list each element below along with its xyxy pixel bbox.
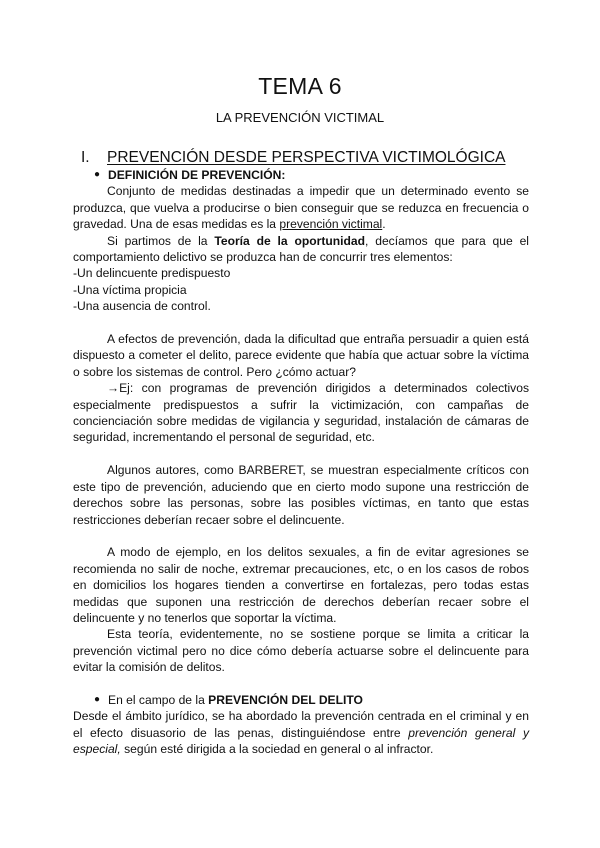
paragraph-text: Conjunto de medidas destinadas a impedir que un determinado evento se produzca, que vuelva a producirse o bien conseguir que se reduzca en frecuencia o gravedad. Una de esas medidas es la [73,184,529,232]
paragraph-definicion [73,183,529,232]
bold-term: PREVENCIÓN DEL DELITO [208,692,363,707]
bold-term: Teoría de la oportunidad [214,233,366,248]
paragraph-barberet: Algunos autores, como BARBERET, se muestran especialmente críticos con este tipo de prevención, aduciendo que en cierto modo supone una restricción de derechos sobre las personas, sobre las posibles víctimas, en tanto que estas restricciones deberían recaer sobre el delincuente. [73,463,529,527]
paragraph-modo-ejemplo: A modo de ejemplo, en los delitos sexuales, a fin de evitar agresiones se recomienda no salir de noche, extremar precauciones, etc, o en los casos de robos en domicilios los hogares tienden a convertirse en fortalezas, pero todas estas medidas que suponen una restricción de derechos deberían recaer sobre el delincuente y no tenerlos que soportar la víctima. [73,545,529,625]
paragraph-text: . [382,217,386,232]
bullet-prevencion-delito [73,692,529,708]
italic-term: prevención general y especial, [73,725,529,757]
bullet-definicion [73,167,529,183]
document-title: TEMA 6 [258,73,342,99]
bullet-definicion-text: DEFINICIÓN DE PREVENCIÓN: [108,168,286,182]
paragraph-text: Desde el ámbito jurídico, se ha abordado la prevención centrada en el criminal y en el efecto disuasorio de las penas, distinguiéndose entre [73,709,529,740]
bullet-icon: ● [93,693,101,705]
section-title: PREVENCIÓN DESDE PERSPECTIVA VICTIMOLÓGICA [107,149,506,166]
paragraph-teoria-critica: Esta teoría, evidentemente, no se sostiene porque se limita a criticar la prevención victimal pero no dice cómo debería actuarse sobre el delincuente para evitar la comisión de delitos. [73,627,529,675]
list-item: -Un delincuente predispuesto [73,266,231,281]
paragraph-text: Si partimos de la [107,233,215,248]
paragraph-efectos: A efectos de prevención, dada la dificultad que entraña persuadir a quien está dispuesto a cometer el delito, parece evidente que había que actuar sobre la víctima o sobre los sistemas de control. Pero ¿cómo actuar? [73,332,529,379]
list-item: -Una ausencia de control. [73,299,211,314]
bullet-icon: ● [93,169,101,180]
paragraph-text: según esté dirigida a la sociedad en general o al infractor. [120,742,434,757]
paragraph-text: , decíamos que para que el comportamiento delictivo se produzca han de concurrir tres elementos: [73,233,529,265]
paragraph-ambito-juridico [73,708,529,757]
document-body [73,167,529,758]
underlined-term: prevención victimal [279,217,383,232]
paragraph-teoria [73,233,529,266]
list-item: -Una víctima propicia [73,282,187,297]
paragraph-ejemplo: →Ej: con programas de prevención dirigidos a determinados colectivos especialmente predispuestos a sufrir la victimización, con campañas de concienciación sobre medidas de vigilancia y seguridad, instalación de cámaras de seguridad, incrementando el personal de seguridad, etc. [73,381,529,445]
document-subtitle: LA PREVENCIÓN VICTIMAL [215,110,385,125]
section-heading [81,148,506,168]
bullet-text: En el campo de la [108,692,209,707]
section-number: I. [81,149,90,166]
